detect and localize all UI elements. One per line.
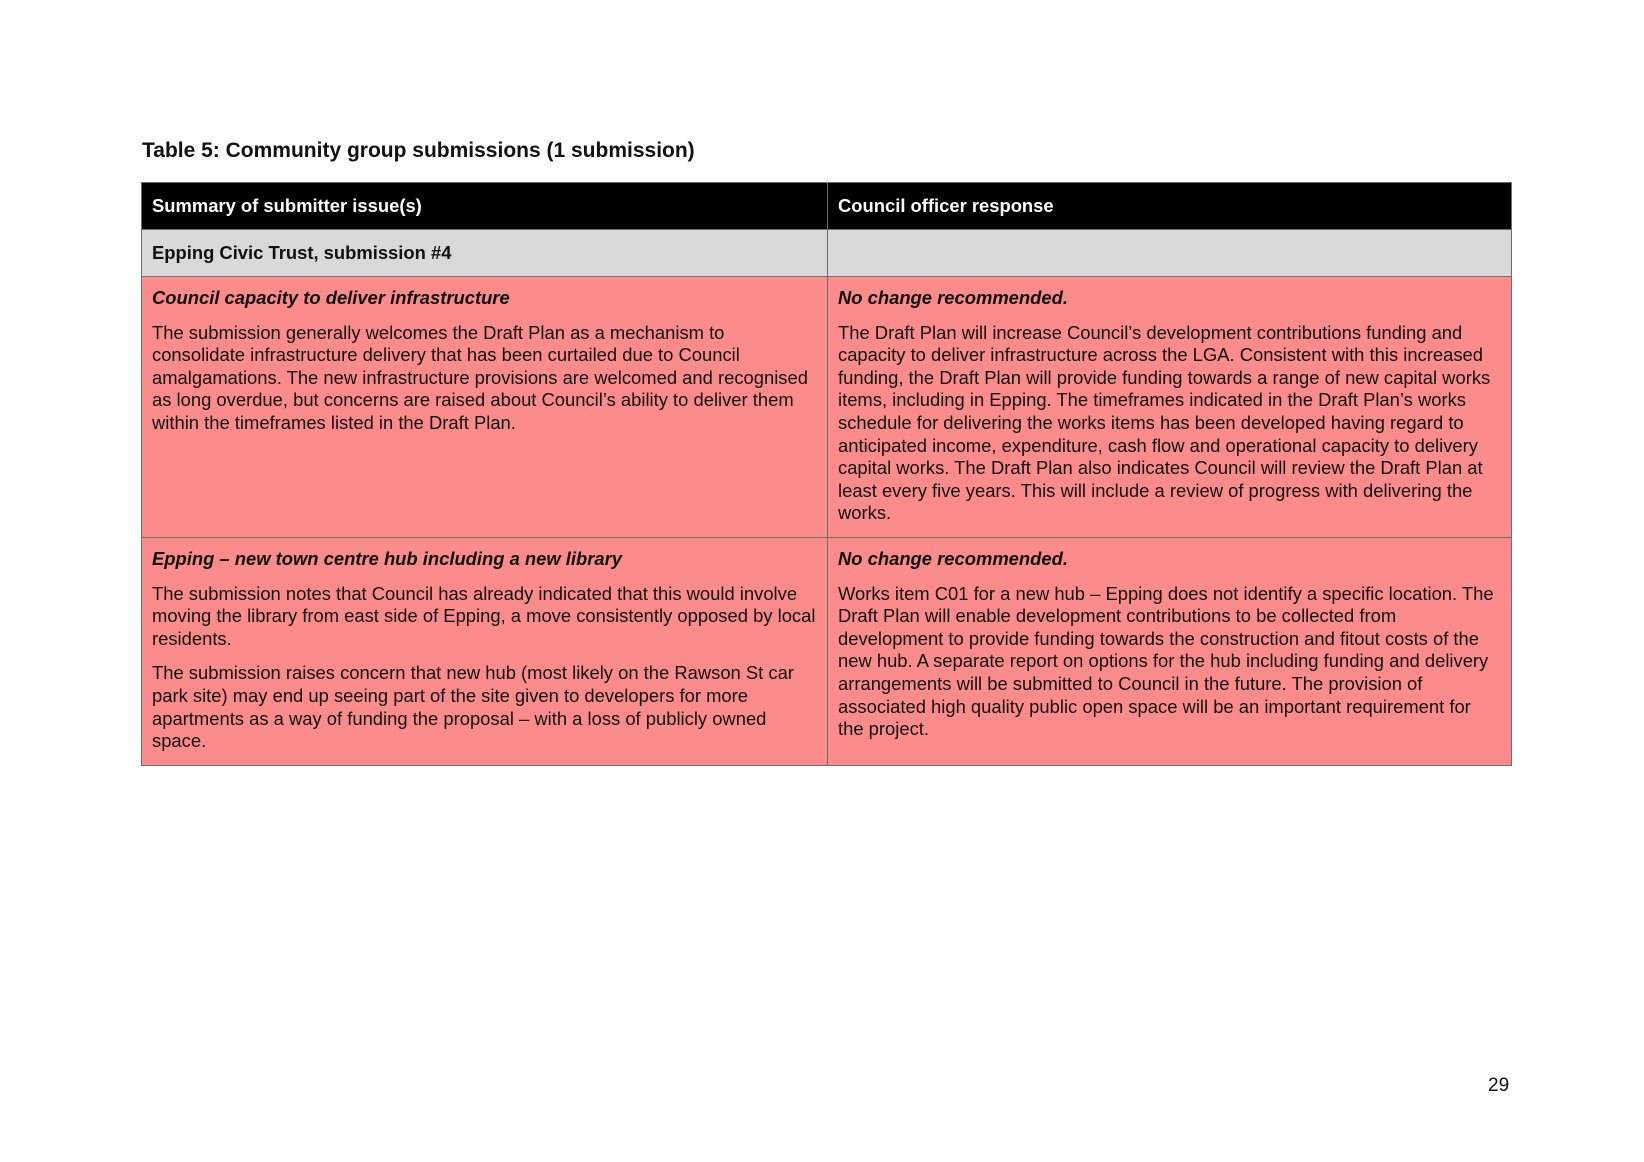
- response-title: No change recommended.: [838, 287, 1068, 308]
- issue-paragraph: The submission notes that Council has already indicated that this would involve moving the library from east side of Epping, a move consistently opposed by local residents.: [152, 582, 816, 649]
- page-number: 29: [1488, 1075, 1510, 1096]
- response-cell: [828, 537, 1512, 765]
- response-title: No change recommended.: [838, 547, 1068, 569]
- issue-cell: [142, 277, 828, 538]
- table-title: Table 5: Community group submissions (1 submission): [142, 139, 695, 162]
- submitter-group-response: [828, 230, 1512, 277]
- issue-paragraph: The submission raises concern that new hub (most likely on the Rawson St car park site) may end up seeing part of the site given to developers for more apartments as a way of funding the proposal – with a loss of publicly owned space.: [152, 662, 794, 752]
- table-row: [142, 277, 1512, 538]
- issue-paragraph: The submission generally welcomes the Draft Plan as a mechanism to consolidate infrastructure delivery that has been curtailed due to Council amalgamations. The new infrastructure provisions are welcomed and recognised as long overdue, but concerns are raised about Council’s ability to deliver them within the timeframes listed in the Draft Plan.: [152, 321, 808, 433]
- table-row: [142, 537, 1512, 765]
- response-cell: [828, 277, 1512, 538]
- response-paragraph: The Draft Plan will increase Council’s development contributions funding and capacity to deliver infrastructure across the LGA. Consistent with this increased funding, the Draft Plan will provide funding towards a range of new capital works items, including in Epping. The timeframes indicated in the Draft Plan’s works schedule for delivering the works items has been developed having regard to anticipated income, expenditure, cash flow and operational capacity to delivery capital works. The Draft Plan also indicates Council will review the Draft Plan at least every five years. This will include a review of progress with delivering the works.: [838, 321, 1491, 524]
- submitter-name: Epping Civic Trust, submission #4: [142, 230, 828, 277]
- submitter-group-row: [142, 230, 1512, 277]
- table-header-row: [142, 183, 1512, 230]
- header-summary: Summary of submitter issue(s): [142, 183, 828, 230]
- issue-title: Epping – new town centre hub including a new library: [152, 547, 623, 569]
- response-paragraph: Works item C01 for a new hub – Epping does not identify a specific location. The Draft Plan will enable development contributions to be collected from development to provide funding towards the construction and fitout costs of the new hub. A separate report on options for the hub including funding and delivery arrangements will be submitted to Council in the future. The provision of associated high quality public open space will be an important requirement for the project.: [838, 582, 1494, 740]
- header-response: Council officer response: [828, 183, 1512, 230]
- issue-cell: [142, 537, 828, 765]
- community-submissions-table: [141, 182, 1512, 766]
- issue-title: Council capacity to deliver infrastructure: [152, 287, 510, 308]
